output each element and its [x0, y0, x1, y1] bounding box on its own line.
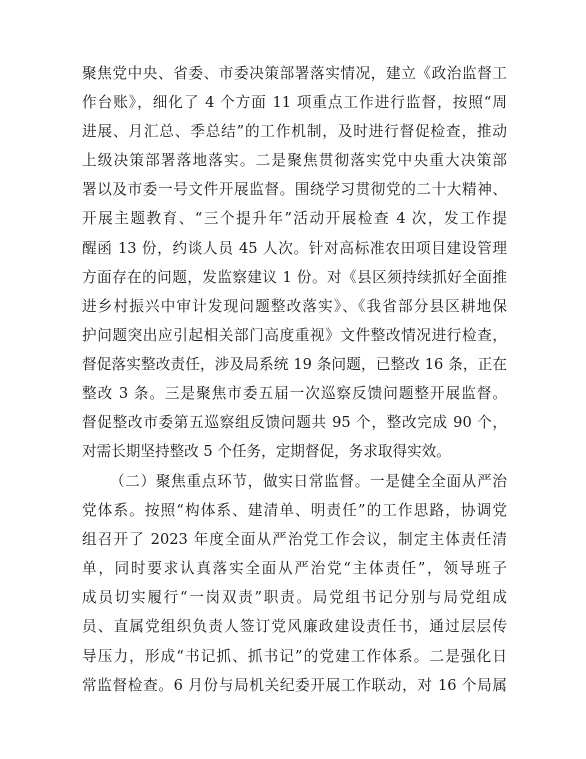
paragraph-1-line-4: 上级决策部署落地落实。二是聚焦贯彻落实党中央重大决策部 [82, 152, 507, 170]
paragraph-1-line-5: 署以及市委一号文件开展监督。围绕学习贯彻党的二十大精神、 [82, 181, 507, 199]
paragraph-1-line-6: 开展主题教育、“三个提升年”活动开展检查 4 次，发工作提 [82, 210, 507, 228]
paragraph-2-line-4: 单，同时要求认真落实全面从严治党“主体责任”，领导班子 [82, 560, 507, 578]
paragraph-2-line-6: 员、直属党组织负责人签订党风廉政建设责任书，通过层层传 [82, 618, 507, 636]
paragraph-2-line-7: 导压力，形成“书记抓、抓书记”的党建工作体系。二是强化日 [82, 647, 507, 665]
paragraph-2-line-1: （二）聚焦重点环节，做实日常监督。一是健全全面从严治 [110, 473, 507, 490]
paragraph-1-line-7: 醒函 13 份，约谈人员 45 人次。针对高标准农田项目建设管理 [82, 239, 507, 257]
paragraph-1-line-1: 聚焦党中央、省委、市委决策部署落实情况，建立《政治监督工 [82, 65, 507, 82]
paragraph-1-line-12: 整改 3 条。三是聚焦市委五届一次巡察反馈问题整开展监督。 [82, 385, 507, 403]
paragraph-1-line-10: 护问题突出应引起相关部门高度重视》文件整改情况进行检查， [82, 326, 507, 344]
paragraph-2-line-3: 组召开了 2023 年度全面从严治党工作会议，制定主体责任清 [82, 531, 507, 549]
paragraph-2-line-5: 成员切实履行“一岗双责”职责。局党组书记分别与局党组成 [82, 589, 507, 607]
paragraph-1-line-9: 进乡村振兴中审计发现问题整改落实》、《我省部分县区耕地保 [82, 297, 507, 315]
paragraph-2-line-8: 常监督检查。6 月份与局机关纪委开展工作联动，对 16 个局属 [82, 676, 507, 694]
paragraph-1-line-2: 作台账》，细化了 4 个方面 11 项重点工作进行监督，按照“周 [82, 94, 507, 112]
paragraph-2-line-2: 党体系。按照“构体系、建清单、明责任”的工作思路，协调党 [82, 502, 507, 520]
paragraph-1 [82, 59, 507, 466]
paragraph-1-line-3: 进展、月汇总、季总结”的工作机制，及时进行督促检查，推动 [82, 123, 507, 141]
paragraph-2 [82, 467, 507, 700]
paragraph-1-line-8: 方面存在的问题，发监察建议 1 份。对《县区须持续抓好全面推 [82, 268, 507, 286]
paragraph-1-line-14: 对需长期坚持整改 5 个任务，定期督促，务求取得实效。 [82, 443, 451, 461]
paragraph-1-line-13: 督促整改市委第五巡察组反馈问题共 95 个，整改完成 90 个， [82, 414, 507, 432]
paragraph-1-line-11: 督促落实整改责任，涉及局系统 19 条问题，已整改 16 条，正在 [82, 355, 507, 373]
